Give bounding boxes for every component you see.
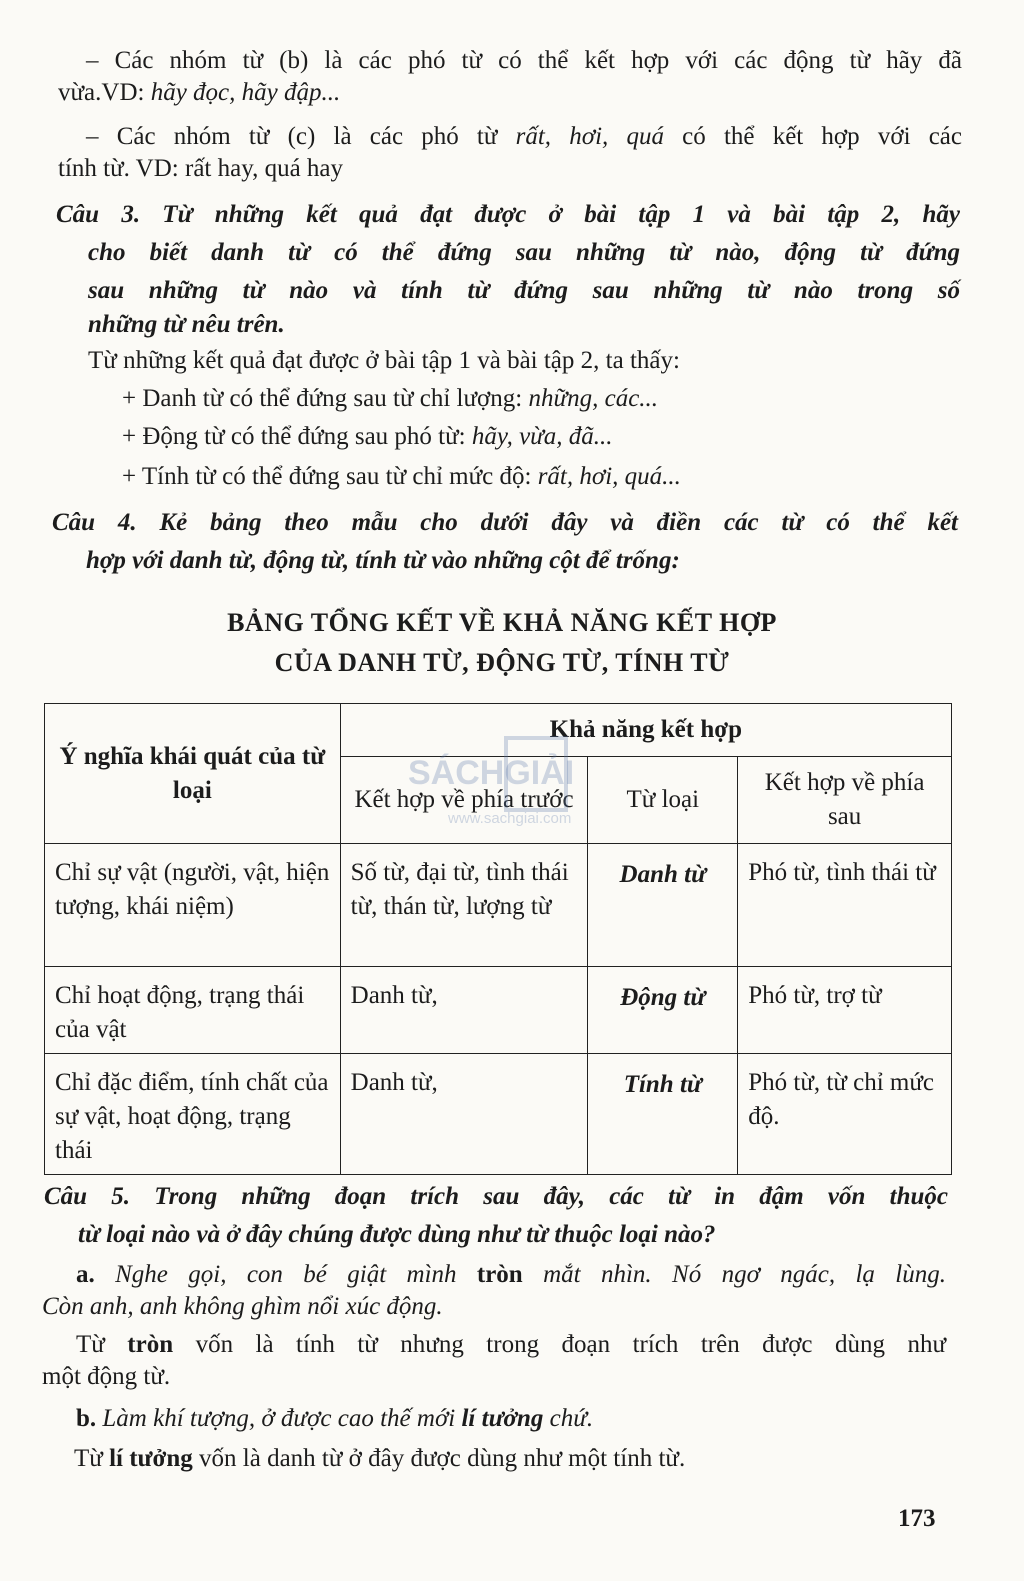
cell-type: Động từ bbox=[588, 967, 738, 1054]
q5-a-bold-word: tròn bbox=[476, 1261, 523, 1288]
q5-a-label: a. bbox=[76, 1261, 95, 1288]
q3-verb-text: + Động từ có thể đứng sau phó từ: bbox=[122, 423, 472, 450]
cell-meaning: Chỉ sự vật (người, vật, hiện tượng, khái niệm) bbox=[45, 844, 341, 967]
q5-b-ans-text1: Từ bbox=[74, 1445, 110, 1472]
q3-answer-verb bbox=[122, 420, 613, 454]
q5-a-ans-text1: Từ bbox=[76, 1331, 128, 1358]
header-front: Kết hợp về phía trước bbox=[340, 757, 588, 844]
q3-noun-words: những, các... bbox=[528, 385, 659, 412]
para-c-adverbs: rất, hơi, quá bbox=[515, 123, 664, 150]
q4-line1: Câu 4. Kẻ bảng theo mẫu cho dưới đây và điền các từ có thể kết bbox=[52, 509, 958, 536]
cell-front: Danh từ, bbox=[340, 1054, 588, 1175]
header-type: Từ loại bbox=[588, 757, 738, 844]
para-c-text-c: có thể kết hợp với các bbox=[663, 123, 962, 150]
cell-front: Danh từ, bbox=[340, 967, 588, 1054]
q5-b-ans-text2: vốn là danh từ ở đây được dùng như một tính từ. bbox=[192, 1445, 686, 1472]
cell-meaning: Chỉ đặc điểm, tính chất của sự vật, hoạt động, trạng thái bbox=[45, 1054, 341, 1175]
q3-verb-words: hãy, vừa, đã... bbox=[471, 423, 613, 450]
q5-a-line1 bbox=[76, 1258, 946, 1292]
q3-line1: Câu 3. Từ những kết quả đạt được ở bài tập 1 và bài tập 2, hãy bbox=[56, 201, 960, 228]
header-ability: Khả năng kết hợp bbox=[340, 704, 951, 757]
para-c-example: tính từ. VD: rất hay, quá hay bbox=[58, 155, 344, 182]
table-row-verb bbox=[45, 967, 952, 1054]
q3-line3: sau những từ nào và tính từ đứng sau những từ nào trong số bbox=[88, 277, 960, 304]
cell-type: Danh từ bbox=[588, 844, 738, 967]
q5-b-text1: Làm khí tượng, ở được cao thế mới bbox=[96, 1405, 462, 1432]
para-b-vd: vừa.VD: bbox=[58, 79, 151, 106]
cell-type: Tính từ bbox=[588, 1054, 738, 1175]
para-b-line1 bbox=[86, 44, 962, 78]
q3-line2: cho biết danh từ có thể đứng sau những từ nào, động từ đứng bbox=[88, 239, 960, 266]
q5-b-line bbox=[76, 1402, 593, 1436]
q5-a-answer-line1 bbox=[76, 1328, 946, 1362]
header-back: Kết hợp về phía sau bbox=[738, 757, 952, 844]
q5-line2: từ loại nào và ở đây chúng được dùng như từ thuộc loại nào? bbox=[78, 1221, 716, 1248]
cell-meaning: Chỉ hoạt động, trạng thái của vật bbox=[45, 967, 341, 1054]
q3-adj-words: rất, hơi, quá... bbox=[537, 463, 681, 490]
q3-answer-intro: Từ những kết quả đạt được ở bài tập 1 và bài tập 2, ta thấy: bbox=[88, 347, 680, 374]
table-row-adjective bbox=[45, 1054, 952, 1175]
q5-b-ans-bold: lí tưởng bbox=[109, 1445, 193, 1472]
para-b-example: hãy đọc, hãy đập... bbox=[150, 79, 341, 106]
para-b-line2 bbox=[58, 76, 340, 110]
q3-noun-text: + Danh từ có thể đứng sau từ chỉ lượng: bbox=[122, 385, 529, 412]
q5-b-bold-word: lí tưởng bbox=[461, 1405, 544, 1432]
para-c-text-a: – Các nhóm từ (c) là các phó từ bbox=[86, 123, 516, 150]
q5-b-label: b. bbox=[76, 1405, 97, 1432]
q5-b-answer-line bbox=[74, 1442, 685, 1476]
q5-a-line2 bbox=[42, 1290, 443, 1324]
para-b-text: – Các nhóm từ (b) là các phó từ có thể kết hợp với các động từ hãy đã bbox=[86, 47, 962, 74]
table-title-line2: CỦA DANH TỪ, ĐỘNG TỪ, TÍNH TỪ bbox=[274, 648, 730, 677]
q5-a-text2: mắt nhìn. Nó ngơ ngác, lạ lùng. bbox=[522, 1261, 946, 1288]
q5-a-text1: Nghe gọi, con bé giật mình bbox=[94, 1261, 477, 1288]
q3-line4: những từ nêu trên. bbox=[88, 311, 285, 338]
cell-front: Số từ, đại từ, tình thái từ, thán từ, lượng từ bbox=[340, 844, 588, 967]
q5-b-text2: chứ. bbox=[543, 1405, 594, 1432]
q5-a-answer-line2: một động từ. bbox=[42, 1363, 171, 1390]
q3-adj-text: + Tính từ có thể đứng sau từ chỉ mức độ: bbox=[122, 463, 538, 490]
cell-back: Phó từ, tình thái từ bbox=[738, 844, 952, 967]
table-title-line1: BẢNG TỔNG KẾT VỀ KHẢ NĂNG KẾT HỢP bbox=[227, 608, 777, 637]
q5-a-text3: Còn anh, anh không ghìm nổi xúc động. bbox=[42, 1293, 443, 1320]
para-c-line1 bbox=[86, 120, 962, 154]
para-c-line2 bbox=[58, 152, 343, 186]
watermark-brand: SÁCHGIẢI bbox=[408, 754, 575, 792]
watermark-site: www.sachgiai.com bbox=[448, 810, 572, 827]
table-header-row1 bbox=[45, 704, 952, 757]
q5-a-ans-bold: tròn bbox=[127, 1331, 174, 1358]
header-meaning: Ý nghĩa khái quát của từ loại bbox=[45, 704, 341, 844]
cell-back: Phó từ, trợ từ bbox=[738, 967, 952, 1054]
q3-answer-adjective bbox=[122, 460, 681, 494]
summary-table bbox=[44, 703, 952, 1175]
q5-a-ans-text2: vốn là tính từ nhưng trong đoạn trích trên được dùng như bbox=[173, 1331, 946, 1358]
table-row-noun bbox=[45, 844, 952, 967]
cell-back: Phó từ, từ chỉ mức độ. bbox=[738, 1054, 952, 1175]
q4-line2: hợp với danh từ, động từ, tính từ vào những cột để trống: bbox=[86, 547, 680, 574]
page-number: 173 bbox=[898, 1505, 936, 1532]
q5-line1: Câu 5. Trong những đoạn trích sau đây, các từ in đậm vốn thuộc bbox=[44, 1183, 948, 1210]
q3-answer-noun bbox=[122, 382, 658, 416]
